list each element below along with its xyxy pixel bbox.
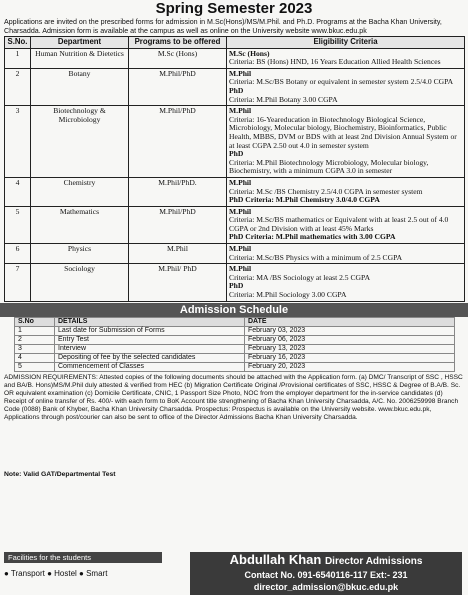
criteria-text: Criteria: M.Sc/BS Physics with a minimum of 2.5 CGPA xyxy=(229,252,403,262)
header-criteria: Eligibility Criteria xyxy=(227,37,465,49)
schedule-sno: 4 xyxy=(15,353,55,362)
row-number: 4 xyxy=(5,177,31,206)
schedule-date: February 06, 2023 xyxy=(245,335,455,344)
program-offered: M.Phil/PhD xyxy=(129,106,227,178)
contact-role: Director Admissions xyxy=(324,556,423,567)
table-row xyxy=(5,48,465,68)
criteria-text: Criteria: M.Sc/BS Botany or equivalent in semester system 2.5/4.0 CGPA xyxy=(229,77,454,87)
criteria-heading: M.Phil xyxy=(229,244,252,254)
facilities-title: Facilities for the students xyxy=(4,552,162,563)
criteria-heading: PhD xyxy=(229,281,244,291)
eligibility-criteria xyxy=(227,264,465,301)
contact-box xyxy=(190,552,462,595)
header-department: Department xyxy=(31,37,129,49)
facilities-box xyxy=(4,552,174,578)
schedule-date: February 03, 2023 xyxy=(245,326,455,335)
criteria-text: Criteria: M.Phil Botany 3.00 CGPA xyxy=(229,94,338,104)
program-offered: M.Phil/PhD xyxy=(129,68,227,105)
criteria-heading: PhD Criteria: M.Phil mathematics with 3.00 CGPA xyxy=(229,232,396,242)
contact-name: Abdullah Khan xyxy=(229,552,322,567)
department-name: Chemistry xyxy=(31,177,129,206)
schedule-date: February 20, 2023 xyxy=(245,362,455,371)
header-sno: S.No. xyxy=(5,37,31,49)
table-row xyxy=(5,206,465,243)
intro-text: Applications are invited on the prescribed forms for admission in M.Sc(Hons)/MS/M.Phil. and Ph.D. Programs at the Bacha Khan University, Charsadda. Admission form is available at the campus as well as online on the University website www.bkuc.edu.pk xyxy=(4,18,442,35)
schedule-row xyxy=(15,344,455,353)
schedule-date: February 13, 2023 xyxy=(245,344,455,353)
department-name: Human Nutrition & Dietetics xyxy=(31,48,129,68)
note-text: Note: Valid GAT/Departmental Test xyxy=(4,470,116,478)
eligibility-criteria xyxy=(227,206,465,243)
criteria-text: Criteria: 16-Yeareducation in Biotechnology Biological Science, Microbiology, Molecular biology, Biochemistry, Bioinformatics, Public Health, MBBS, DVM or BDS with at least 2nd Division Annual System or at least CGPA 2.50 out 4.0 in semester system xyxy=(229,114,457,150)
header-programs: Programs to be offered xyxy=(129,37,227,49)
contact-email[interactable]: director_admission@bkuc.edu.pk xyxy=(253,582,399,592)
program-offered: M.Phil/PhD xyxy=(129,206,227,243)
table-row xyxy=(5,244,465,264)
criteria-text: Criteria: M.Phil Biotechnology Microbiology, Molecular biology, Biochemistry, with a minimum CGPA 3.0 in semester xyxy=(229,157,429,176)
table-header-row xyxy=(5,37,465,49)
schedule-header-sno: S.No xyxy=(15,317,55,326)
department-name: Biotechnology & Microbiology xyxy=(31,106,129,178)
schedule-row xyxy=(15,353,455,362)
schedule-header-row xyxy=(15,317,455,326)
page-title: Spring Semester 2023 xyxy=(155,0,313,17)
row-number: 2 xyxy=(5,68,31,105)
schedule-row xyxy=(15,362,455,371)
criteria-heading: M.Phil xyxy=(229,206,252,216)
schedule-sno: 3 xyxy=(15,344,55,353)
eligibility-criteria xyxy=(227,244,465,264)
department-name: Botany xyxy=(31,68,129,105)
eligibility-criteria xyxy=(227,68,465,105)
criteria-heading: M.Phil xyxy=(229,68,252,78)
schedule-date: February 16, 2023 xyxy=(245,353,455,362)
table-row xyxy=(5,264,465,301)
admission-requirements: ADMISSION REQUIREMENTS: Attested copies of the following documents should be attached with the Application form. (a) DMC/ Transcript of SSC , HSSC and BA/B. Hons)MS/M.Phil duly attested & verified from HEC (b) Migration Certificate Original /Provisional certificates of SSC, HSSC & Degree of B.A/B. Sc. OR equivalent examination (c) Domicile Certificate, CNIC, 1 Passport Size Photo, NOC from the employer department for the in-service candidates (d) Receipt of online transfer of Rs. 400/- with each form to BoK Account title strengthening of Bacha Khan University Charsadda, A/C. No. 2006259998 Branch Code (0088) Bank of Khyber, Bacha Khan University Charsadda. Prospectus: Prospectus is available on the University website. www.bkuc.edu.pk, Applications through post/courier can also be sent to office of the Director Admissions Bacha Khan University Charsadda. xyxy=(4,373,463,421)
eligibility-table xyxy=(4,36,465,302)
criteria-text: Criteria: M.Phil Sociology 3.00 CGPA xyxy=(229,290,347,300)
schedule-detail: Entry Test xyxy=(55,335,245,344)
department-name: Sociology xyxy=(31,264,129,301)
department-name: Mathematics xyxy=(31,206,129,243)
schedule-detail: Last date for Submission of Forms xyxy=(55,326,245,335)
criteria-text: Criteria: MA /BS Sociology at least 2.5 CGPA xyxy=(229,272,371,282)
program-offered: M.Phil/ PhD xyxy=(129,264,227,301)
facilities-list: ● Transport ● Hostel ● Smart xyxy=(4,569,108,578)
criteria-text: Criteria: M.Sc /BS Chemistry 2.5/4.0 CGPA in semester system xyxy=(229,186,423,196)
schedule-title: Admission Schedule xyxy=(0,303,468,317)
criteria-heading: PhD Criteria: M.Phil Chemistry 3.0/4.0 CGPA xyxy=(229,195,380,205)
criteria-heading: M.Sc (Hons) xyxy=(229,48,270,58)
schedule-detail: Depositing of fee by the selected candidates xyxy=(55,353,245,362)
eligibility-criteria xyxy=(227,177,465,206)
row-number: 6 xyxy=(5,244,31,264)
schedule-sno: 2 xyxy=(15,335,55,344)
table-row xyxy=(5,106,465,178)
criteria-heading: M.Phil xyxy=(229,264,252,274)
program-offered: M.Phil xyxy=(129,244,227,264)
criteria-heading: PhD xyxy=(229,85,244,95)
contact-phone: Contact No. 091-6540116-117 Ext:- 231 xyxy=(244,570,408,580)
table-row xyxy=(5,68,465,105)
criteria-text: Criteria: BS (Hons) HND, 16 Years Education Allied Health Sciences xyxy=(229,57,441,67)
program-offered: M.Sc (Hons) xyxy=(129,48,227,68)
row-number: 5 xyxy=(5,206,31,243)
schedule-detail: Interview xyxy=(55,344,245,353)
department-name: Physics xyxy=(31,244,129,264)
schedule-detail: Commencement of Classes xyxy=(55,362,245,371)
criteria-text: Criteria: M.Sc/BS mathematics or Equivalent with at least 2.5 out of 4.0 CGPA or 2nd Division with at least 45% Marks xyxy=(229,215,449,233)
row-number: 3 xyxy=(5,106,31,178)
table-row xyxy=(5,177,465,206)
schedule-row xyxy=(15,326,455,335)
eligibility-criteria xyxy=(227,106,465,178)
criteria-heading: M.Phil xyxy=(229,177,252,187)
row-number: 7 xyxy=(5,264,31,301)
eligibility-criteria xyxy=(227,48,465,68)
criteria-heading: PhD xyxy=(229,149,244,159)
criteria-heading: M.Phil xyxy=(229,106,252,116)
program-offered: M.Phil/PhD. xyxy=(129,177,227,206)
schedule-sno: 5 xyxy=(15,362,55,371)
schedule-header-date: DATE xyxy=(245,317,455,326)
contact-heading xyxy=(190,552,462,569)
footer xyxy=(0,552,468,595)
schedule-table xyxy=(14,317,455,372)
schedule-header-details: DETAILS xyxy=(55,317,245,326)
row-number: 1 xyxy=(5,48,31,68)
schedule-row xyxy=(15,335,455,344)
schedule-sno: 1 xyxy=(15,326,55,335)
